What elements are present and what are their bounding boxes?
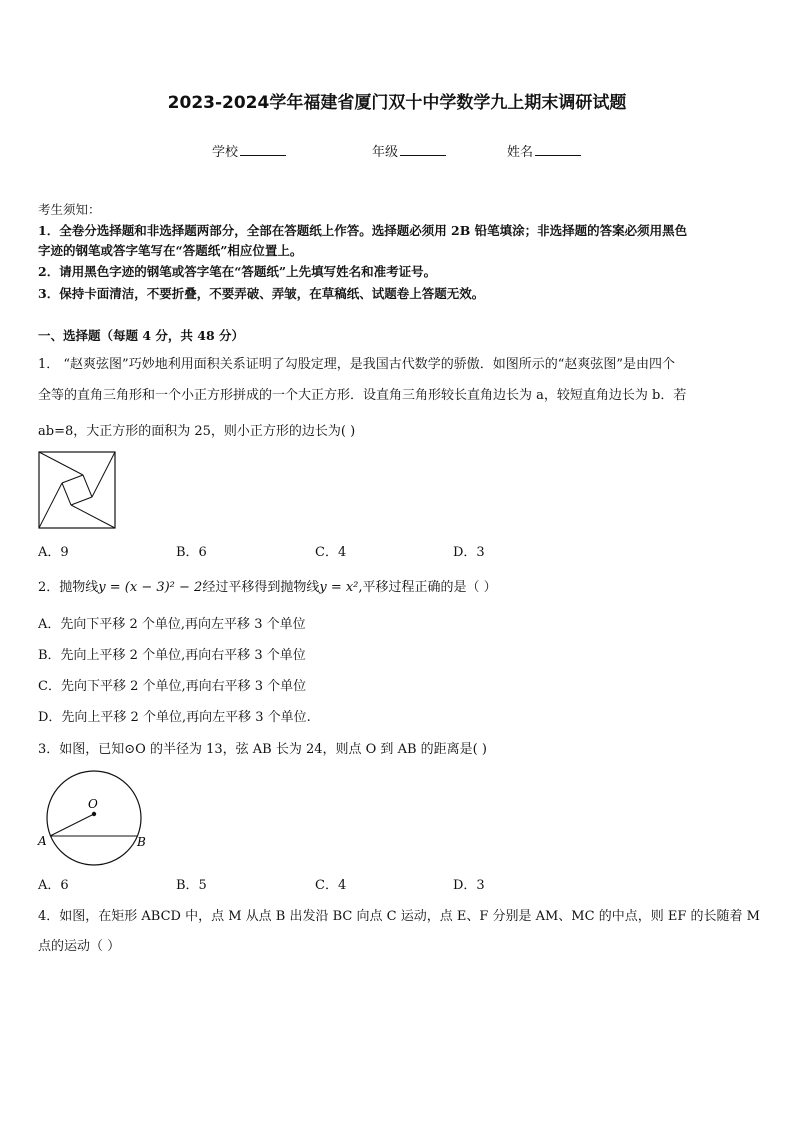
q1-line-2: 全等的直角三角形和一个小正方形拼成的一个大正方形．设直角三角形较长直角边长为 a，较短直角边长为 b．若 xyxy=(38,388,687,403)
name-blank[interactable] xyxy=(535,143,581,156)
label-b: B xyxy=(137,835,146,849)
q1-line-3: ab=8，大正方形的面积为 25，则小正方形的边长为( ) xyxy=(38,424,356,439)
label-o: O xyxy=(88,797,98,811)
q3-option-b[interactable]: B．5 xyxy=(176,878,207,893)
notice-heading: 考生须知： xyxy=(38,202,101,217)
q2-option-a[interactable]: A．先向下平移 2 个单位,再向左平移 3 个单位 xyxy=(38,617,306,632)
notice-item-2: 2．请用黑色字迹的钢笔或答字笔在“答题纸”上先填写姓名和准考证号。 xyxy=(38,264,437,279)
notice-item-1-line-1: 1．全卷分选择题和非选择题两部分，全部在答题纸上作答。选择题必须用 2B 铅笔填涂；非选择题的答案必须用黑色 xyxy=(38,223,688,238)
school-field[interactable] xyxy=(212,141,286,160)
grade-blank[interactable] xyxy=(400,143,446,156)
q2-suffix: ,平移过程正确的是（ ） xyxy=(358,580,497,595)
q2-equation-1: y = (x − 3)² − 2 xyxy=(98,580,203,595)
q3-option-c[interactable]: C．4 xyxy=(315,878,347,893)
notice-item-1-line-2: 字迹的钢笔或答字笔写在“答题纸”相应位置上。 xyxy=(38,243,303,258)
q3-option-d[interactable]: D．3 xyxy=(453,878,485,893)
q3-option-a[interactable]: A．6 xyxy=(38,878,69,893)
q1-option-c[interactable]: C．4 xyxy=(315,545,347,560)
q2-option-b[interactable]: B．先向上平移 2 个单位,再向右平移 3 个单位 xyxy=(38,648,306,663)
q2-option-d[interactable]: D．先向上平移 2 个单位,再向左平移 3 个单位. xyxy=(38,710,311,725)
q2-equation-2: y = x² xyxy=(319,580,359,595)
grade-field[interactable] xyxy=(372,141,446,160)
q2-option-c[interactable]: C．先向下平移 2 个单位,再向右平移 3 个单位 xyxy=(38,679,307,694)
q1-option-b[interactable]: B．6 xyxy=(176,545,207,560)
q2-prefix: 2．抛物线 xyxy=(38,580,99,595)
q1-option-d[interactable]: D．3 xyxy=(453,545,485,560)
name-label: 姓名 xyxy=(507,145,534,160)
section-heading: 一、选择题（每题 4 分，共 48 分） xyxy=(38,328,245,343)
circle-chord-diagram xyxy=(33,770,153,870)
q4-line-1: 4．如图，在矩形 ABCD 中，点 M 从点 B 出发沿 BC 向点 C 运动，点 E、F 分别是 AM、MC 的中点，则 EF 的长随着 M xyxy=(38,909,760,924)
grade-label: 年级 xyxy=(372,145,399,160)
q3-stem: 3．如图，已知⊙O 的半径为 13，弦 AB 长为 24，则点 O 到 AB 的距离是( ) xyxy=(38,742,487,757)
notice-item-3: 3．保持卡面清洁，不要折叠，不要弄破、弄皱，在草稿纸、试题卷上答题无效。 xyxy=(38,286,485,301)
label-a: A xyxy=(38,834,47,848)
q1-line-1: 1． “赵爽弦图”巧妙地利用面积关系证明了勾股定理，是我国古代数学的骄傲．如图所示的“赵爽弦图”是由四个 xyxy=(38,357,675,372)
school-label: 学校 xyxy=(212,145,239,160)
school-blank[interactable] xyxy=(240,143,286,156)
page-title: 2023-2024学年福建省厦门双十中学数学九上期末调研试题 xyxy=(167,93,627,113)
zhao-shuang-diagram xyxy=(37,450,119,532)
q2-middle: 经过平移得到抛物线 xyxy=(202,580,320,595)
q1-option-a[interactable]: A．9 xyxy=(38,545,69,560)
q2-stem xyxy=(38,576,497,595)
name-field[interactable] xyxy=(507,141,581,160)
q4-line-2: 点的运动（ ） xyxy=(38,939,121,954)
